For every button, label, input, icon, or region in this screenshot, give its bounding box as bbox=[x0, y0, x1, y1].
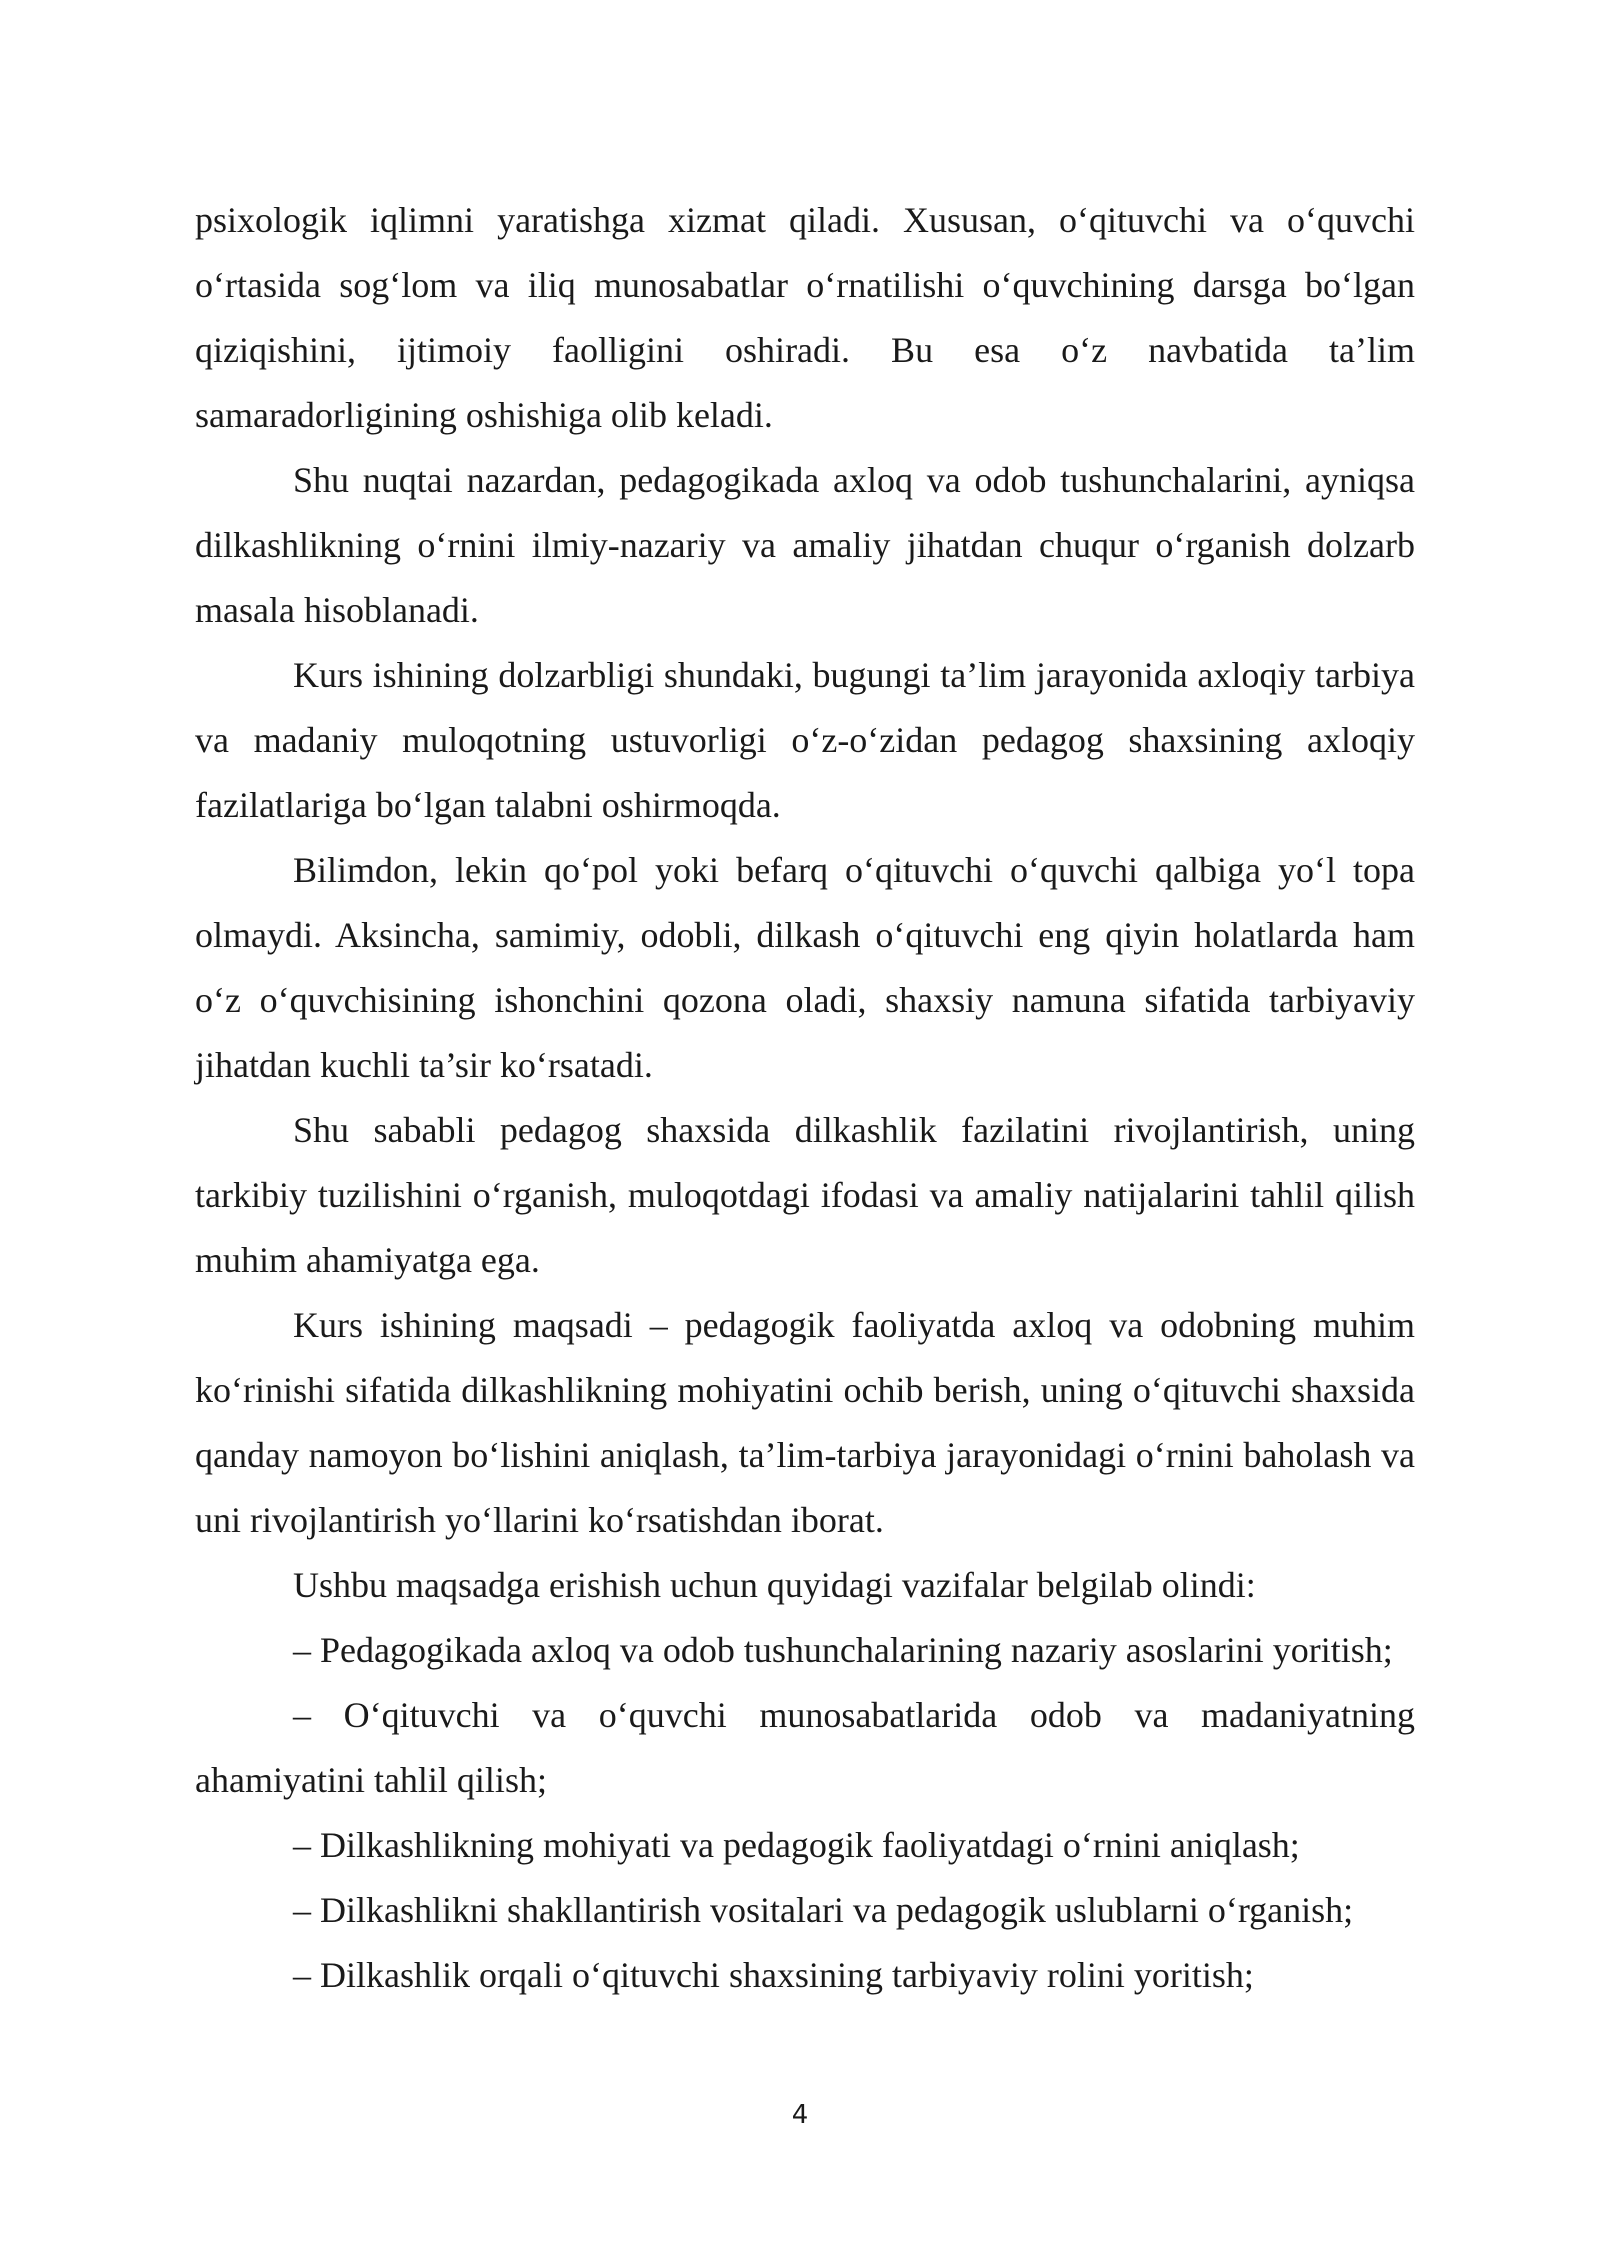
task-list-item: – Pedagogikada axloq va odob tushunchalarining nazariy asoslarini yoritish; bbox=[293, 1630, 1393, 1670]
paragraph-goal: Kurs ishining maqsadi – pedagogik faoliyatda axloq va odobning muhim ko‘rinishi sifatida dilkashlikning mohiyatini ochib berish, uning o‘qituvchi shaxsida qanday namoyon bo‘lishini aniqlash, ta’lim-tarbiya jarayonidagi o‘rnini baholash va uni rivojlantirish yo‘llarini ko‘rsatishdan iborat. bbox=[195, 1305, 1415, 1540]
task-list-item: – Dilkashlikni shakllantirish vositalari va pedagogik uslublarni o‘rganish; bbox=[293, 1890, 1354, 1930]
paragraph-continuation: psixologik iqlimni yaratishga xizmat qiladi. Xususan, o‘qituvchi va o‘quvchi o‘rtasida sog‘lom va iliq munosabatlar o‘rnatilishi o‘quvchining darsga bo‘lgan qiziqishini, ijtimoiy faolligini oshiradi. Bu esa o‘z navbatida ta’lim samaradorligining oshishiga olib keladi. bbox=[195, 200, 1415, 435]
paragraph: Bilimdon, lekin qo‘pol yoki befarq o‘qituvchi o‘quvchi qalbiga yo‘l topa olmaydi. Aksincha, samimiy, odobli, dilkash o‘qituvchi eng qiyin holatlarda ham o‘z o‘quvchisining ishonchini qozona oladi, shaxsiy namuna sifatida tarbiyaviy jihatdan kuchli ta’sir ko‘rsatadi. bbox=[195, 850, 1415, 1085]
page-number: 4 bbox=[791, 2100, 809, 2130]
paragraph: Shu sababli pedagog shaxsida dilkashlik fazilatini rivojlantirish, uning tarkibiy tuzilishini o‘rganish, muloqotdagi ifodasi va amaliy natijalarini tahlil qilish muhim ahamiyatga ega. bbox=[195, 1110, 1415, 1280]
task-list-item: – Dilkashlik orqali o‘qituvchi shaxsining tarbiyaviy rolini yoritish; bbox=[293, 1955, 1254, 1995]
paragraph: Shu nuqtai nazardan, pedagogikada axloq va odob tushunchalarini, ayniqsa dilkashlikning o‘rnini ilmiy-nazariy va amaliy jihatdan chuqur o‘rganish dolzarb masala hisoblanadi. bbox=[195, 460, 1415, 630]
paragraph-tasks-intro: Ushbu maqsadga erishish uchun quyidagi vazifalar belgilab olindi: bbox=[293, 1565, 1256, 1605]
page-body bbox=[195, 188, 1415, 2008]
paragraph: Kurs ishining dolzarbligi shundaki, bugungi ta’lim jarayonida axloqiy tarbiya va madaniy muloqotning ustuvorligi o‘z-o‘zidan pedagog shaxsining axloqiy fazilatlariga bo‘lgan talabni oshirmoqda. bbox=[195, 655, 1415, 825]
task-list-item: – Dilkashlikning mohiyati va pedagogik faoliyatdagi o‘rnini aniqlash; bbox=[293, 1825, 1300, 1865]
task-list-item: – O‘qituvchi va o‘quvchi munosabatlarida odob va madaniyatning ahamiyatini tahlil qilish; bbox=[195, 1695, 1415, 1800]
